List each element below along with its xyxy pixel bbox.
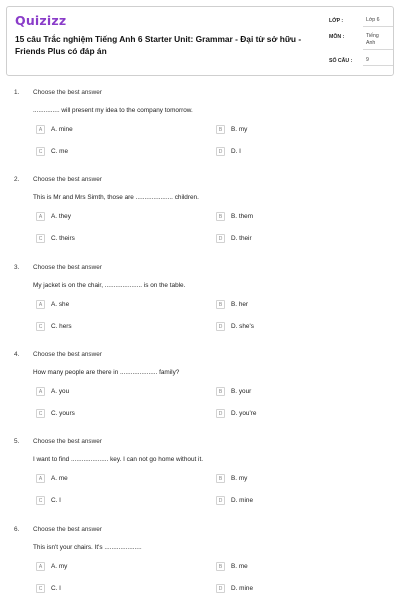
quizizz-logo: Quizizz bbox=[15, 13, 67, 28]
question-instruction: Choose the best answer bbox=[33, 438, 102, 446]
question-block bbox=[0, 89, 400, 173]
answer-option[interactable] bbox=[216, 562, 366, 572]
answer-option[interactable] bbox=[216, 322, 366, 332]
question-block bbox=[0, 351, 400, 435]
answer-option[interactable] bbox=[36, 300, 186, 310]
question-text: How many people are there in ..................... family? bbox=[33, 368, 180, 376]
answer-text: A. me bbox=[51, 475, 68, 483]
answer-checkbox[interactable]: C bbox=[36, 496, 45, 505]
question-number: 3. bbox=[14, 263, 20, 271]
answer-text: D. she's bbox=[231, 322, 254, 330]
answer-text: A. she bbox=[51, 300, 70, 308]
answer-checkbox[interactable]: C bbox=[36, 234, 45, 243]
answer-text: C. yours bbox=[51, 409, 75, 417]
answer-checkbox[interactable]: B bbox=[216, 474, 225, 483]
class-label: LỚP : bbox=[329, 18, 344, 24]
question-instruction: Choose the best answer bbox=[33, 525, 102, 533]
answer-option[interactable] bbox=[216, 147, 366, 157]
answer-option[interactable] bbox=[36, 125, 186, 135]
answer-checkbox[interactable]: D bbox=[216, 234, 225, 243]
answer-checkbox[interactable]: D bbox=[216, 322, 225, 331]
answer-option[interactable] bbox=[36, 212, 186, 222]
answer-text: A. my bbox=[51, 562, 68, 570]
question-text: I want to find ..................... key. I can not go home without it. bbox=[33, 456, 204, 464]
answer-option[interactable] bbox=[216, 496, 366, 506]
answer-text: A. mine bbox=[51, 126, 73, 133]
answer-checkbox[interactable]: A bbox=[36, 474, 45, 483]
answer-text: B. them bbox=[231, 213, 254, 221]
answer-checkbox[interactable]: B bbox=[216, 300, 225, 309]
subject-label: MÔN : bbox=[329, 34, 345, 40]
answer-checkbox[interactable]: D bbox=[216, 147, 225, 156]
count-divider bbox=[363, 65, 393, 66]
count-label: SỐ CÂU : bbox=[329, 58, 353, 64]
answer-option[interactable] bbox=[36, 496, 186, 506]
answer-text: B. her bbox=[231, 300, 249, 308]
answer-text: A. you bbox=[51, 387, 70, 395]
question-block bbox=[0, 526, 400, 600]
answer-checkbox[interactable]: C bbox=[36, 409, 45, 418]
subject-value-line1: Tiếng bbox=[366, 33, 379, 39]
answer-text: D. mine bbox=[231, 497, 254, 505]
worksheet-header bbox=[6, 6, 394, 76]
answer-text: D. their bbox=[231, 235, 252, 243]
answer-option[interactable] bbox=[36, 322, 186, 332]
class-value: Lớp 6 bbox=[366, 17, 380, 23]
answer-option[interactable] bbox=[216, 125, 366, 135]
count-value: 9 bbox=[366, 57, 369, 63]
question-number: 4. bbox=[14, 350, 20, 358]
question-text: This isn't your chairs. It's ..................... bbox=[33, 543, 142, 551]
answer-option[interactable] bbox=[216, 474, 366, 484]
answer-option[interactable] bbox=[216, 409, 366, 419]
answer-checkbox[interactable]: A bbox=[36, 212, 45, 221]
answer-text: C. me bbox=[51, 148, 69, 155]
answer-checkbox[interactable]: B bbox=[216, 562, 225, 571]
question-block bbox=[0, 438, 400, 522]
answer-text: C. hers bbox=[51, 322, 72, 330]
answer-checkbox[interactable]: D bbox=[216, 409, 225, 418]
answer-text: D. mine bbox=[231, 584, 254, 592]
question-instruction: Choose the best answer bbox=[33, 350, 102, 358]
answer-option[interactable] bbox=[36, 562, 186, 572]
answer-option[interactable] bbox=[36, 584, 186, 594]
subject-value-line2: Anh bbox=[366, 40, 376, 46]
answer-option[interactable] bbox=[216, 234, 366, 244]
answer-text: A. they bbox=[51, 213, 71, 221]
answer-option[interactable] bbox=[216, 212, 366, 222]
question-instruction: Choose the best answer bbox=[33, 263, 102, 271]
answer-option[interactable] bbox=[216, 387, 366, 397]
answer-option[interactable] bbox=[36, 234, 186, 244]
question-number: 5. bbox=[14, 438, 20, 446]
question-text: My jacket is on the chair, ..................... is on the table. bbox=[33, 281, 186, 289]
worksheet-title: 15 câu Trắc nghiệm Tiếng Anh 6 Starter Unit: Grammar - Đại từ sở hữu - Friends Plus có đáp án bbox=[15, 34, 302, 56]
answer-checkbox[interactable]: A bbox=[36, 387, 45, 396]
answer-checkbox[interactable]: A bbox=[36, 125, 45, 134]
answer-option[interactable] bbox=[216, 584, 366, 594]
answer-text: D. I bbox=[231, 148, 241, 155]
answer-option[interactable] bbox=[36, 147, 186, 157]
answer-checkbox[interactable]: A bbox=[36, 300, 45, 309]
answer-checkbox[interactable]: B bbox=[216, 125, 225, 134]
answer-checkbox[interactable]: D bbox=[216, 496, 225, 505]
answer-option[interactable] bbox=[36, 474, 186, 484]
answer-text: C. I bbox=[51, 497, 61, 505]
answer-checkbox[interactable]: A bbox=[36, 562, 45, 571]
question-text: This is Mr and Mrs Simth, those are ..................... children. bbox=[33, 194, 199, 202]
question-instruction: Choose the best answer bbox=[33, 176, 102, 184]
answer-text: B. my bbox=[231, 126, 248, 133]
question-block bbox=[0, 176, 400, 260]
question-instruction: Choose the best answer bbox=[33, 89, 102, 96]
answer-text: D. you're bbox=[231, 409, 257, 417]
answer-checkbox[interactable]: B bbox=[216, 212, 225, 221]
answer-checkbox[interactable]: D bbox=[216, 584, 225, 593]
question-number: 1. bbox=[14, 89, 20, 96]
question-number: 2. bbox=[14, 176, 20, 184]
question-text: ............... will present my idea to the company tomorrow. bbox=[33, 107, 193, 114]
answer-option[interactable] bbox=[36, 387, 186, 397]
answer-checkbox[interactable]: C bbox=[36, 584, 45, 593]
answer-text: B. me bbox=[231, 562, 248, 570]
question-number: 6. bbox=[14, 525, 20, 533]
answer-option[interactable] bbox=[36, 409, 186, 419]
class-divider bbox=[363, 26, 393, 27]
answer-checkbox[interactable]: B bbox=[216, 387, 225, 396]
answer-text: B. your bbox=[231, 387, 252, 395]
answer-option[interactable] bbox=[216, 300, 366, 310]
answer-text: C. theirs bbox=[51, 235, 75, 243]
answer-text: B. my bbox=[231, 475, 248, 483]
question-block bbox=[0, 264, 400, 348]
answer-checkbox[interactable]: C bbox=[36, 322, 45, 331]
answer-checkbox[interactable]: C bbox=[36, 147, 45, 156]
subject-divider bbox=[363, 49, 393, 50]
answer-text: C. I bbox=[51, 584, 61, 592]
